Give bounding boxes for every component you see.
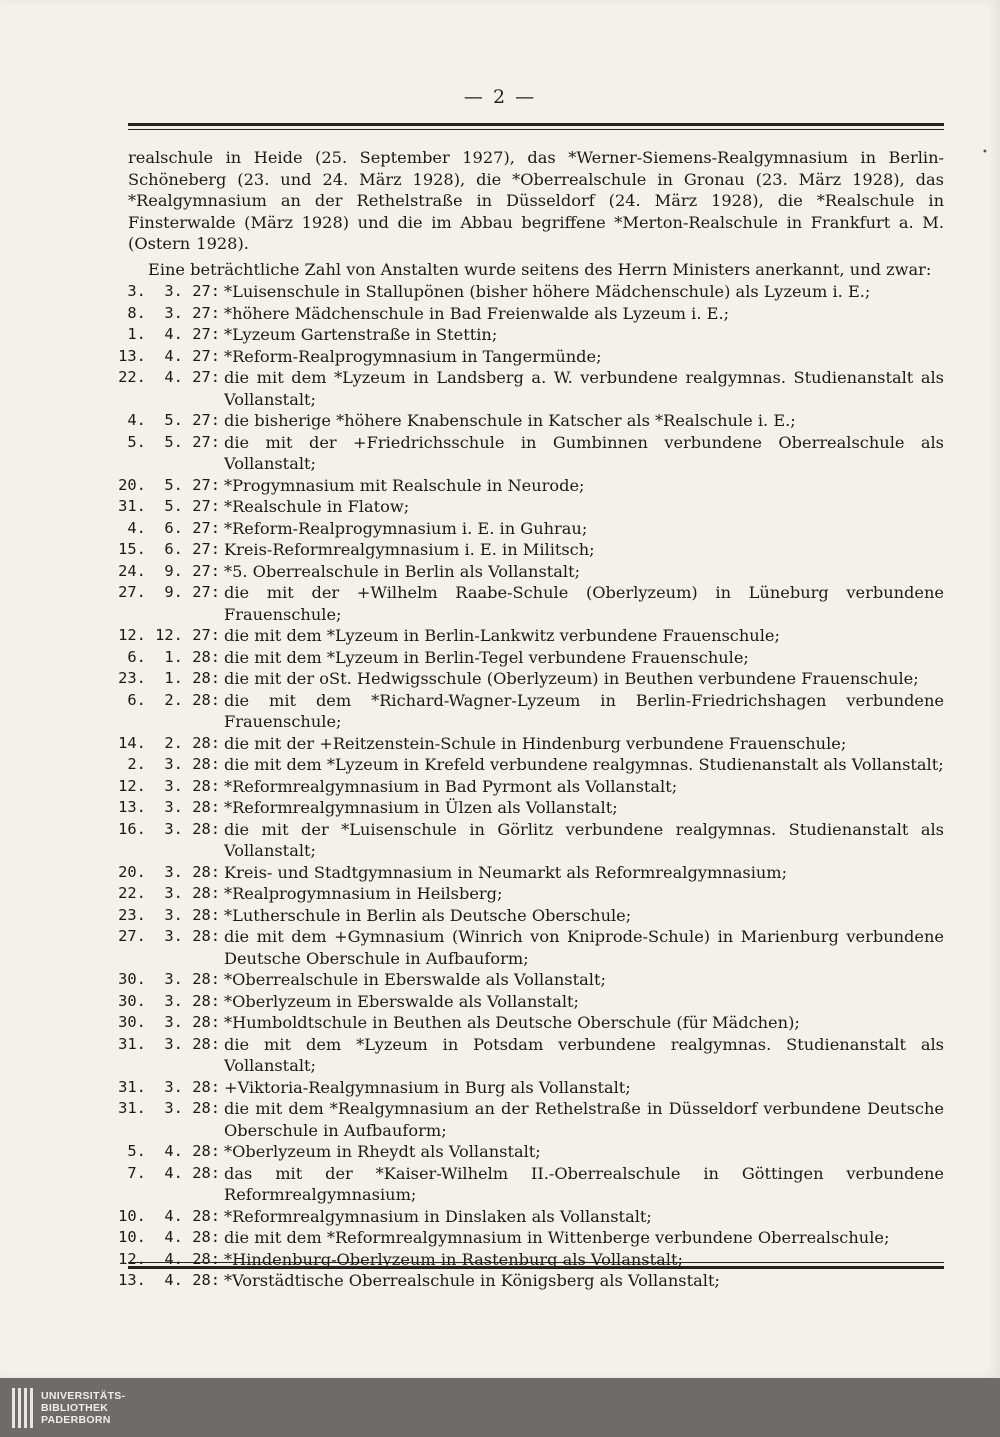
entry-text: Kreis-Reformrealgymnasium i. E. in Militsch;	[224, 540, 595, 559]
list-item	[118, 475, 944, 497]
logo-line-3: PADERBORN	[41, 1414, 111, 1426]
opening-paragraph: realschule in Heide (25. September 1927), das *Werner-Siemens-Realgymnasium in Berlin-Schöneberg (23. und 24. März 1928), die *Oberrealschule in Gronau (23. März 1928), das *Realgymnasium an der Rethelstraße in Düsseldorf (24. März 1928), die *Realschule in Finsterwalde (März 1928) und die im Abbau begriffene *Merton-Realschule in Frankfurt a. M. (Ostern 1928).	[128, 148, 944, 253]
entry-date: 4. 6. 27:	[118, 518, 220, 537]
entry-text: +Viktoria-Realgymnasium in Burg als Vollanstalt;	[224, 1077, 631, 1097]
list-item	[118, 367, 944, 410]
list-item	[118, 1141, 944, 1163]
list-item	[118, 432, 944, 475]
entry-text: *Hindenburg-Oberlyzeum in Rastenburg als Vollanstalt;	[224, 1249, 683, 1269]
entry-date: 7. 4. 28:	[118, 1163, 220, 1182]
list-item	[118, 1012, 944, 1034]
entry-date: 1. 4. 27:	[118, 325, 220, 343]
entry-text: die mit dem *Lyzeum in Krefeld verbundene realgymnas. Studienanstalt als Vollanstalt;	[224, 755, 944, 774]
entry-date: 31. 5. 27:	[118, 497, 220, 515]
list-item	[118, 776, 944, 798]
entry-text: *Lutherschule in Berlin als Deutsche Oberschule;	[224, 905, 632, 925]
entry-date: 13. 4. 27:	[118, 346, 220, 365]
entry-date: 6. 1. 28:	[118, 647, 220, 666]
entry-date: 24. 9. 27:	[118, 561, 220, 580]
entry-text: die mit der oSt. Hedwigsschule (Oberlyzeum) in Beuthen verbundene Frauenschule;	[224, 669, 919, 688]
entry-text: die mit dem *Lyzeum in Landsberg a. W. verbundene realgymnas. Studienanstalt als Vollanstalt;	[224, 368, 944, 409]
list-item	[118, 754, 944, 776]
entry-text: die mit dem *Realgymnasium an der Rethelstraße in Düsseldorf verbundene Deutsche Oberschule in Aufbauform;	[224, 1099, 944, 1140]
entry-text: *Reformrealgymnasium in Ülzen als Vollanstalt;	[224, 798, 618, 817]
entry-text: die mit dem *Lyzeum in Potsdam verbundene realgymnas. Studienanstalt als Vollanstalt;	[224, 1034, 944, 1075]
library-logo	[12, 1388, 125, 1428]
entry-date: 27. 3. 28:	[118, 927, 220, 945]
list-item	[118, 539, 944, 561]
entry-text: die mit dem +Gymnasium (Winrich von Kniprode-Schule) in Marienburg verbundene Deutsche Oberschule in Aufbauform;	[224, 927, 944, 968]
entry-text: *Realschule in Flatow;	[224, 497, 410, 516]
list-item	[118, 561, 944, 583]
entry-text: die bisherige *höhere Knabenschule in Katscher als *Realschule i. E.;	[224, 411, 796, 430]
entry-date: 12. 12. 27:	[118, 626, 220, 644]
entry-date: 8. 3. 27:	[118, 303, 220, 322]
list-item	[118, 281, 944, 303]
entry-text: *Realprogymnasium in Heilsberg;	[224, 884, 503, 903]
entry-date: 20. 3. 28:	[118, 862, 220, 881]
entry-date: 30. 3. 28:	[118, 991, 220, 1010]
entry-date: 3. 3. 27:	[118, 282, 220, 300]
entry-date: 16. 3. 28:	[118, 819, 220, 838]
list-item	[118, 690, 944, 733]
entry-date: 13. 3. 28:	[118, 798, 220, 816]
entry-text: *Lyzeum Gartenstraße in Stettin;	[224, 325, 498, 344]
list-item	[118, 969, 944, 991]
recognition-list	[118, 281, 944, 1292]
entry-date: 23. 3. 28:	[118, 905, 220, 924]
list-item	[118, 926, 944, 969]
list-item	[118, 496, 944, 518]
list-item	[118, 324, 944, 346]
margin-mark: •	[982, 147, 988, 158]
entry-date: 12. 4. 28:	[118, 1249, 220, 1268]
entry-date: 2. 3. 28:	[118, 755, 220, 773]
entry-text: Kreis- und Stadtgymnasium in Neumarkt als Reformrealgymnasium;	[224, 862, 788, 882]
entry-date: 15. 6. 27:	[118, 540, 220, 558]
entry-date: 22. 3. 28:	[118, 884, 220, 902]
entry-text: *Reform-Realprogymnasium in Tangermünde;	[224, 346, 602, 366]
entry-text: die mit der +Wilhelm Raabe-Schule (Oberlyzeum) in Lüneburg verbundene Frauenschule;	[224, 583, 944, 624]
entry-date: 22. 4. 27:	[118, 368, 220, 386]
entry-date: 10. 4. 28:	[118, 1228, 220, 1246]
list-item	[118, 410, 944, 432]
library-footer	[0, 1378, 1000, 1437]
page-number: — 2 —	[463, 86, 537, 108]
list-item	[118, 303, 944, 325]
entry-date: 14. 2. 28:	[118, 733, 220, 752]
entry-text: *Reform-Realprogymnasium i. E. in Guhrau;	[224, 518, 588, 538]
entry-text: *Oberlyzeum in Eberswalde als Vollanstalt;	[224, 991, 579, 1011]
list-item	[118, 518, 944, 540]
entry-date: 23. 1. 28:	[118, 669, 220, 687]
list-item	[118, 582, 944, 625]
logo-line-1: UNIVERSITÄTS-	[41, 1390, 126, 1402]
entry-text: die mit der +Reitzenstein-Schule in Hindenburg verbundene Frauenschule;	[224, 733, 847, 753]
list-item	[118, 905, 944, 927]
entry-text: *Oberrealschule in Eberswalde als Vollanstalt;	[224, 970, 606, 989]
entry-date: 20. 5. 27:	[118, 475, 220, 494]
list-item	[118, 647, 944, 669]
entry-date: 6. 2. 28:	[118, 690, 220, 709]
list-item	[118, 346, 944, 368]
list-item	[118, 862, 944, 884]
list-item	[118, 1206, 944, 1228]
list-item	[118, 1227, 944, 1249]
header-rule	[128, 123, 944, 130]
entry-text: *Oberlyzeum in Rheydt als Vollanstalt;	[224, 1142, 541, 1161]
list-item	[118, 819, 944, 862]
list-item	[118, 1163, 944, 1206]
list-item	[118, 1077, 944, 1099]
entry-text: *höhere Mädchenschule in Bad Freienwalde als Lyzeum i. E.;	[224, 303, 730, 323]
entry-text: *Humboldtschule in Beuthen als Deutsche Oberschule (für Mädchen);	[224, 1013, 800, 1032]
entry-date: 31. 3. 28:	[118, 1034, 220, 1053]
entry-text: die mit der +Friedrichsschule in Gumbinnen verbundene Oberrealschule als Vollanstalt;	[224, 432, 944, 473]
list-item	[118, 1098, 944, 1141]
entry-date: 5. 4. 28:	[118, 1142, 220, 1160]
list-item	[118, 883, 944, 905]
list-item	[118, 797, 944, 819]
entry-date: 31. 3. 28:	[118, 1099, 220, 1117]
entry-text: die mit dem *Lyzeum in Berlin-Tegel verbundene Frauenschule;	[224, 647, 749, 667]
entry-text: das mit der *Kaiser-Wilhelm II.-Oberrealschule in Göttingen verbundene Reformrealgymnasium;	[224, 1163, 944, 1204]
entry-text: *Luisenschule in Stallupönen (bisher höhere Mädchenschule) als Lyzeum i. E.;	[224, 282, 871, 301]
entry-date: 27. 9. 27:	[118, 583, 220, 601]
entry-text: *Reformrealgymnasium in Dinslaken als Vollanstalt;	[224, 1206, 652, 1226]
entry-date: 10. 4. 28:	[118, 1206, 220, 1225]
entry-text: die mit dem *Richard-Wagner-Lyzeum in Berlin-Friedrichshagen verbundene Frauenschule;	[224, 690, 944, 731]
list-item	[118, 1270, 944, 1292]
list-item	[118, 991, 944, 1013]
list-item	[118, 733, 944, 755]
entry-text: *Vorstädtische Oberrealschule in Königsberg als Vollanstalt;	[224, 1271, 720, 1290]
entry-text: die mit dem *Lyzeum in Berlin-Lankwitz verbundene Frauenschule;	[224, 626, 780, 645]
entry-date: 12. 3. 28:	[118, 776, 220, 795]
entry-date: 4. 5. 27:	[118, 411, 220, 429]
entry-date: 13. 4. 28:	[118, 1271, 220, 1289]
list-item	[118, 668, 944, 690]
footer-rule	[128, 1262, 944, 1269]
entry-text: *5. Oberrealschule in Berlin als Vollanstalt;	[224, 561, 581, 581]
logo-line-2: BIBLIOTHEK	[41, 1402, 109, 1414]
logo-bars-icon	[12, 1388, 33, 1428]
list-item	[118, 625, 944, 647]
entry-date: 30. 3. 28:	[118, 1013, 220, 1031]
entry-text: die mit dem *Reformrealgymnasium in Wittenberge verbundene Oberrealschule;	[224, 1228, 890, 1247]
entry-date: 5. 5. 27:	[118, 432, 220, 451]
entry-text: die mit der *Luisenschule in Görlitz verbundene realgymnas. Studienanstalt als Vollanstalt;	[224, 819, 944, 860]
entry-date: 30. 3. 28:	[118, 970, 220, 988]
entry-date: 31. 3. 28:	[118, 1077, 220, 1096]
page-body	[118, 147, 944, 1292]
entry-text: *Progymnasium mit Realschule in Neurode;	[224, 475, 585, 495]
list-item	[118, 1034, 944, 1077]
entry-text: *Reformrealgymnasium in Bad Pyrmont als Vollanstalt;	[224, 776, 678, 796]
intro-line: Eine beträchtliche Zahl von Anstalten wurde seitens des Herrn Ministers anerkannt, und zwar:	[148, 259, 932, 279]
